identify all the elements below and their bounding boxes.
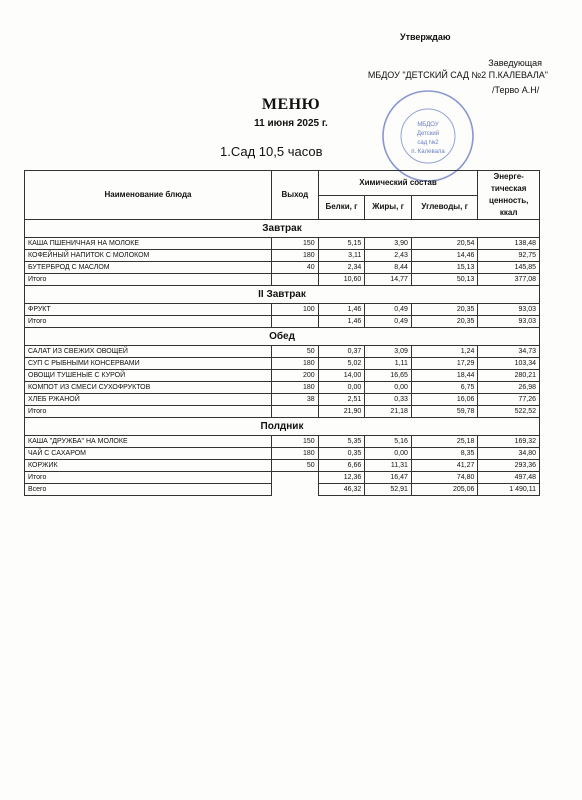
dish-fat: 5,16 [365, 436, 412, 448]
dish-energy: 34,73 [478, 346, 540, 358]
total-fat: 0,49 [365, 316, 412, 328]
dish-protein: 14,00 [318, 370, 365, 382]
dish-fat: 3,90 [365, 238, 412, 250]
menu-table [24, 170, 540, 496]
dish-fat: 11,31 [365, 460, 412, 472]
section-header [25, 286, 540, 304]
dish-carbs: 15,13 [411, 262, 477, 274]
total-carbs: 20,35 [411, 316, 477, 328]
col-protein: Белки, г [318, 195, 365, 220]
col-fat: Жиры, г [365, 195, 412, 220]
total-yield-empty [272, 472, 319, 484]
dish-protein: 0,35 [318, 448, 365, 460]
dish-name: ХЛЕБ РЖАНОЙ [25, 394, 272, 406]
total-carbs: 50,13 [411, 274, 477, 286]
dish-carbs: 8,35 [411, 448, 477, 460]
table-row [25, 262, 540, 274]
dish-name: КАША "ДРУЖБА" НА МОЛОКЕ [25, 436, 272, 448]
section-header [25, 418, 540, 436]
dish-carbs: 25,18 [411, 436, 477, 448]
total-fat: 14,77 [365, 274, 412, 286]
dish-name: САЛАТ ИЗ СВЕЖИХ ОВОЩЕЙ [25, 346, 272, 358]
total-yield-empty [272, 274, 319, 286]
dish-protein: 5,15 [318, 238, 365, 250]
dish-fat: 0,00 [365, 448, 412, 460]
dish-yield: 40 [272, 262, 319, 274]
total-label: Итого [25, 406, 272, 418]
dish-name: КОМПОТ ИЗ СМЕСИ СУХОФРУКТОВ [25, 382, 272, 394]
dish-energy: 138,48 [478, 238, 540, 250]
head-signature-name: /Терво А.Н/ [492, 85, 540, 95]
menu-title: МЕНЮ [261, 96, 321, 113]
dish-protein: 0,00 [318, 382, 365, 394]
dish-protein: 1,46 [318, 304, 365, 316]
dish-yield: 180 [272, 448, 319, 460]
total-fat: 21,18 [365, 406, 412, 418]
dish-carbs: 6,75 [411, 382, 477, 394]
total-protein: 21,90 [318, 406, 365, 418]
dish-yield: 150 [272, 238, 319, 250]
dish-energy: 77,26 [478, 394, 540, 406]
total-energy: 522,52 [478, 406, 540, 418]
col-carbs: Углеводы, г [411, 195, 477, 220]
dish-yield: 100 [272, 304, 319, 316]
dish-name: БУТЕРБРОД С МАСЛОМ [25, 262, 272, 274]
dish-carbs: 18,44 [411, 370, 477, 382]
dish-name: КОРЖИК [25, 460, 272, 472]
dish-fat: 0,00 [365, 382, 412, 394]
head-organization: МБДОУ "ДЕТСКИЙ САД №2 П.КАЛЕВАЛА" [367, 70, 548, 80]
dish-protein: 5,02 [318, 358, 365, 370]
menu-date: 11 июня 2025 г. [254, 118, 328, 129]
section-title: Завтрак [25, 220, 540, 238]
dish-energy: 145,85 [478, 262, 540, 274]
table-row [25, 460, 540, 472]
dish-fat: 0,33 [365, 394, 412, 406]
grand-total-protein: 46,32 [318, 484, 365, 496]
dish-energy: 92,75 [478, 250, 540, 262]
table-row [25, 394, 540, 406]
dish-fat: 16,65 [365, 370, 412, 382]
table-row [25, 436, 540, 448]
dish-carbs: 20,54 [411, 238, 477, 250]
svg-text:МБДОУ: МБДОУ [417, 122, 439, 128]
col-yield: Выход [272, 171, 319, 220]
dish-name: КОФЕЙНЫЙ НАПИТОК С МОЛОКОМ [25, 250, 272, 262]
total-label: Итого [25, 274, 272, 286]
total-label: Итого [25, 316, 272, 328]
total-fat: 16,47 [365, 472, 412, 484]
col-dish-name: Наименование блюда [25, 171, 272, 220]
dish-name: ЧАЙ С САХАРОМ [25, 448, 272, 460]
table-row [25, 304, 540, 316]
section-title: Обед [25, 328, 540, 346]
section-title: II Завтрак [25, 286, 540, 304]
table-row [25, 358, 540, 370]
table-row [25, 238, 540, 250]
table-row [25, 346, 540, 358]
dish-protein: 0,37 [318, 346, 365, 358]
dish-carbs: 14,46 [411, 250, 477, 262]
dish-protein: 3,11 [318, 250, 365, 262]
dish-yield: 180 [272, 358, 319, 370]
total-energy: 497,48 [478, 472, 540, 484]
total-row [25, 274, 540, 286]
total-row [25, 406, 540, 418]
dish-yield: 38 [272, 394, 319, 406]
total-yield-empty [272, 316, 319, 328]
dish-carbs: 20,35 [411, 304, 477, 316]
col-chemical: Химический состав [318, 171, 478, 196]
dish-energy: 280,21 [478, 370, 540, 382]
dish-carbs: 16,06 [411, 394, 477, 406]
approve-label: Утверждаю [400, 32, 451, 42]
total-energy: 377,08 [478, 274, 540, 286]
dish-fat: 3,09 [365, 346, 412, 358]
table-row [25, 370, 540, 382]
svg-text:сад №2: сад №2 [417, 140, 439, 146]
section-header [25, 220, 540, 238]
dish-fat: 2,43 [365, 250, 412, 262]
dish-energy: 293,36 [478, 460, 540, 472]
total-protein: 10,60 [318, 274, 365, 286]
dish-name: ОВОЩИ ТУШЕНЫЕ С КУРОЙ [25, 370, 272, 382]
grand-total-row [25, 484, 540, 496]
dish-energy: 93,03 [478, 304, 540, 316]
table-row [25, 382, 540, 394]
dish-name: ФРУКТ [25, 304, 272, 316]
total-yield-empty [272, 406, 319, 418]
total-carbs: 59,78 [411, 406, 477, 418]
total-label: Итого [25, 472, 272, 484]
section-title: Полдник [25, 418, 540, 436]
grand-total-yield-empty [272, 484, 319, 496]
grand-total-energy: 1 490,11 [478, 484, 540, 496]
dish-yield: 200 [272, 370, 319, 382]
dish-energy: 103,34 [478, 358, 540, 370]
dish-protein: 6,66 [318, 460, 365, 472]
dish-fat: 0,49 [365, 304, 412, 316]
dish-carbs: 17,29 [411, 358, 477, 370]
dish-protein: 2,51 [318, 394, 365, 406]
svg-text:Детский: Детский [416, 131, 440, 137]
dish-name: КАША ПШЕНИЧНАЯ НА МОЛОКЕ [25, 238, 272, 250]
dish-yield: 150 [272, 436, 319, 448]
section-header [25, 328, 540, 346]
table-row [25, 448, 540, 460]
menu-subtitle: 1.Сад 10,5 часов [220, 144, 323, 159]
dish-fat: 1,11 [365, 358, 412, 370]
dish-yield: 180 [272, 382, 319, 394]
total-energy: 93,03 [478, 316, 540, 328]
total-protein: 1,46 [318, 316, 365, 328]
total-row [25, 472, 540, 484]
head-position: Заведующая [488, 58, 542, 68]
grand-total-fat: 52,91 [365, 484, 412, 496]
dish-yield: 50 [272, 346, 319, 358]
dish-fat: 8,44 [365, 262, 412, 274]
dish-protein: 2,34 [318, 262, 365, 274]
grand-total-carbs: 205,06 [411, 484, 477, 496]
col-energy: Энерге-тическая ценность, ккал [478, 171, 540, 220]
dish-carbs: 41,27 [411, 460, 477, 472]
dish-yield: 50 [272, 460, 319, 472]
grand-total-label: Всего [25, 484, 272, 496]
table-row [25, 250, 540, 262]
menu-table-body [25, 220, 540, 496]
dish-yield: 180 [272, 250, 319, 262]
dish-carbs: 1,24 [411, 346, 477, 358]
dish-energy: 26,98 [478, 382, 540, 394]
dish-energy: 34,80 [478, 448, 540, 460]
svg-text:п. Калевала: п. Калевала [411, 149, 445, 155]
total-protein: 12,36 [318, 472, 365, 484]
dish-energy: 169,32 [478, 436, 540, 448]
total-row [25, 316, 540, 328]
total-carbs: 74,80 [411, 472, 477, 484]
dish-name: СУП С РЫБНЫМИ КОНСЕРВАМИ [25, 358, 272, 370]
dish-protein: 5,35 [318, 436, 365, 448]
